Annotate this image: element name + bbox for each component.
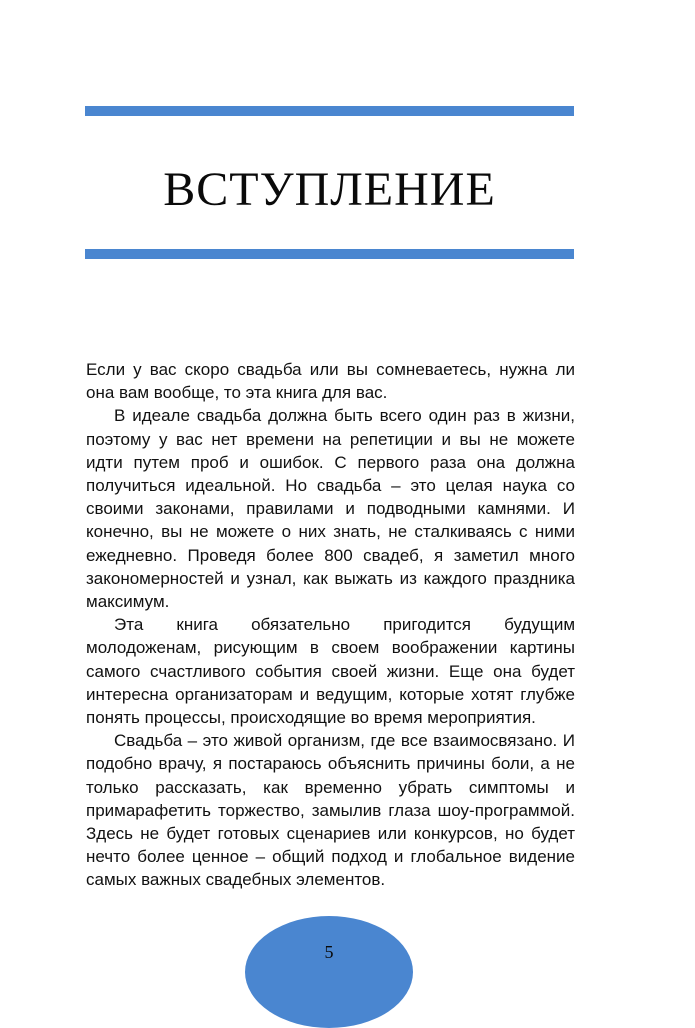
paragraph: В идеале свадьба должна быть всего один раз в жизни, поэтому у вас нет времени на репетиции и вы не можете идти путем проб и ошибок. С первого раза она должна получиться идеальной. Но свадьба – это целая наука со своими законами, правилами и подводными камнями. И конечно, вы не можете о них знать, не сталкиваясь с ними ежедневно. Проведя более 800 свадеб, я заметил много закономерностей и узнал, как выжать из каждого праздника максимум.	[86, 406, 575, 612]
title-top-rule	[85, 106, 574, 116]
chapter-title: ВСТУПЛЕНИЕ	[163, 163, 496, 216]
paragraph: Эта книга обязательно пригодится будущим молодоженам, рисующим в своем воображении картины самого счастливого события своей жизни. Еще она будет интересна организаторам и ведущим, которые хотят глубже понять процессы, происходящие во время мероприятия.	[86, 615, 575, 728]
body-text	[86, 358, 575, 892]
title-bottom-rule	[85, 249, 574, 259]
page-number-oval	[245, 916, 413, 1028]
paragraph: Если у вас скоро свадьба или вы сомневаетесь, нужна ли она вам вообще, то эта книга для вас.	[86, 360, 575, 403]
paragraph: Свадьба – это живой организм, где все взаимосвязано. И подобно врачу, я постараюсь объяснить причины боли, а не только рассказать, как временно убрать симптомы и примарафетить торжество, замылив глаза шоу-программой. Здесь не будет готовых сценариев или конкурсов, но будет нечто более ценное – общий подход и глобальное видение самых важных свадебных элементов.	[86, 731, 575, 890]
page-number: 5	[324, 942, 334, 962]
